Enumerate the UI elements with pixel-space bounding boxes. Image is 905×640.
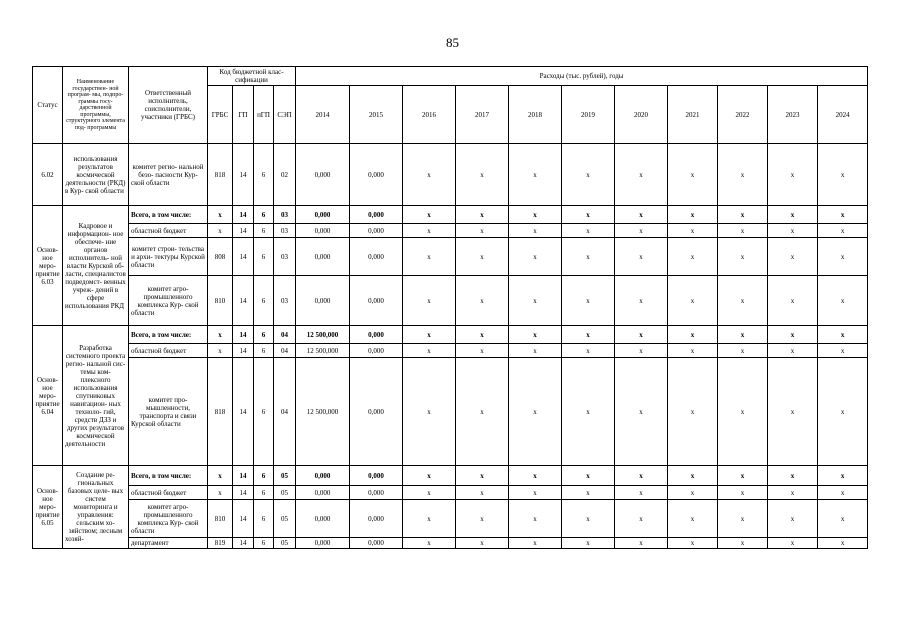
header-name: Наименование государствен- ной програм- мы, подпро- граммы госу- дарственной программы, структурного элемента под- программы [63, 67, 129, 144]
name-cell: использования результатов космической деятельности (РКД) в Кур- ской области [63, 144, 129, 206]
expense-cell: x [668, 466, 718, 486]
table-row [33, 144, 868, 206]
responsible-cell: комитет про- мышленности, транспорта и связи Курской области [129, 358, 208, 466]
code-cell: 14 [233, 538, 254, 549]
table-body [33, 144, 868, 549]
responsible-cell: областной бюджет [129, 224, 208, 238]
expense-cell: x [403, 344, 456, 358]
responsible-cell: департамент [129, 538, 208, 549]
expense-cell: 0,000 [296, 224, 350, 238]
code-cell: x [208, 326, 233, 344]
expense-cell: x [818, 144, 868, 206]
expense-cell: x [668, 238, 718, 276]
expense-cell: x [509, 238, 562, 276]
expense-cell: x [456, 206, 509, 224]
expense-cell: x [718, 538, 768, 549]
expense-cell: 0,000 [350, 144, 403, 206]
expense-cell: x [562, 358, 615, 466]
header-year: 2019 [562, 86, 615, 144]
code-cell: 6 [254, 486, 274, 500]
expense-cell: x [818, 486, 868, 500]
expense-cell: x [403, 358, 456, 466]
expense-cell: x [456, 486, 509, 500]
responsible-cell: Всего, в том числе: [129, 206, 208, 224]
table-row [33, 538, 868, 549]
expense-cell: 0,000 [350, 466, 403, 486]
expense-cell: x [403, 206, 456, 224]
expense-cell: 0,000 [296, 276, 350, 326]
expense-cell: x [562, 144, 615, 206]
expense-cell: x [403, 500, 456, 538]
code-cell: 04 [274, 344, 296, 358]
code-cell: 6 [254, 344, 274, 358]
expense-cell: 0,000 [296, 144, 350, 206]
code-cell: 04 [274, 358, 296, 466]
header-year: 2016 [403, 86, 456, 144]
expense-cell: 0,000 [296, 206, 350, 224]
code-cell: 6 [254, 326, 274, 344]
expense-cell: x [818, 500, 868, 538]
expense-cell: x [818, 326, 868, 344]
expense-cell: x [562, 538, 615, 549]
expense-cell: x [509, 224, 562, 238]
expense-cell: x [509, 326, 562, 344]
code-cell: 14 [233, 466, 254, 486]
code-cell: 05 [274, 500, 296, 538]
expense-cell: x [456, 344, 509, 358]
expense-cell: x [668, 500, 718, 538]
table-row [33, 466, 868, 486]
expense-cell: x [562, 486, 615, 500]
expense-cell: 0,000 [296, 486, 350, 500]
expense-cell: x [668, 358, 718, 466]
code-cell: 6 [254, 358, 274, 466]
expense-cell: x [509, 344, 562, 358]
budget-table [32, 66, 868, 549]
expense-cell: x [718, 206, 768, 224]
expense-cell: x [615, 466, 668, 486]
header-year: 2024 [818, 86, 868, 144]
expense-cell: x [403, 238, 456, 276]
header-status: Статус [33, 67, 63, 144]
header-year: 2015 [350, 86, 403, 144]
expense-cell: 0,000 [350, 326, 403, 344]
expense-cell: x [668, 206, 718, 224]
header-gp: ГП [233, 86, 254, 144]
expense-cell: x [456, 144, 509, 206]
expense-cell: x [509, 144, 562, 206]
code-cell: 14 [233, 486, 254, 500]
expense-cell: x [403, 538, 456, 549]
expense-cell: x [768, 238, 818, 276]
expense-cell: x [403, 486, 456, 500]
expense-cell: 0,000 [350, 486, 403, 500]
expense-cell: x [818, 238, 868, 276]
code-cell: x [208, 206, 233, 224]
code-cell: 02 [274, 144, 296, 206]
code-cell: x [208, 224, 233, 238]
code-cell: 818 [208, 358, 233, 466]
page-number: 85 [446, 35, 459, 50]
header-year: 2017 [456, 86, 509, 144]
code-cell: 14 [233, 238, 254, 276]
expense-cell: x [615, 276, 668, 326]
code-cell: 818 [208, 144, 233, 206]
status-cell: Основ- ное меро- приятие 6.03 [33, 206, 63, 326]
code-cell: 14 [233, 206, 254, 224]
expense-cell: x [718, 358, 768, 466]
expense-cell: x [668, 224, 718, 238]
header-pgp: пГП [254, 86, 274, 144]
responsible-cell: комитет регио- нальной безо- пасности Кур- ской области [129, 144, 208, 206]
header-grbs: ГРБС [208, 86, 233, 144]
table-row [33, 358, 868, 466]
header-expenses-group: Расходы (тыс. рублей), годы [296, 67, 868, 86]
expense-cell: x [718, 144, 768, 206]
expense-cell: x [562, 238, 615, 276]
expense-cell: x [456, 326, 509, 344]
code-cell: 14 [233, 224, 254, 238]
table-row [33, 344, 868, 358]
table-row [33, 224, 868, 238]
expense-cell: 0,000 [296, 538, 350, 549]
expense-cell: x [456, 466, 509, 486]
code-cell: x [208, 466, 233, 486]
status-cell: Основ- ное меро- приятие 6.04 [33, 326, 63, 466]
expense-cell: x [818, 358, 868, 466]
expense-cell: 0,000 [296, 238, 350, 276]
header-year: 2020 [615, 86, 668, 144]
expense-cell: x [509, 358, 562, 466]
expense-cell: x [403, 144, 456, 206]
expense-cell: x [562, 500, 615, 538]
expense-cell: 0,000 [296, 466, 350, 486]
code-cell: 03 [274, 238, 296, 276]
expense-cell: x [615, 344, 668, 358]
expense-cell: x [509, 466, 562, 486]
expense-cell: x [768, 538, 818, 549]
expense-cell: x [668, 344, 718, 358]
expense-cell: x [509, 486, 562, 500]
table-row [33, 326, 868, 344]
table-row [33, 276, 868, 326]
expense-cell: x [718, 224, 768, 238]
header-code-group: Код бюджетной клас- сификации [208, 67, 296, 86]
expense-cell: x [768, 206, 818, 224]
code-cell: 03 [274, 224, 296, 238]
expense-cell: x [403, 326, 456, 344]
expense-cell: x [403, 224, 456, 238]
expense-cell: x [562, 466, 615, 486]
expense-cell: 0,000 [350, 276, 403, 326]
responsible-cell: областной бюджет [129, 344, 208, 358]
expense-cell: x [615, 238, 668, 276]
expense-cell: x [562, 276, 615, 326]
expense-cell: x [768, 486, 818, 500]
code-cell: 14 [233, 144, 254, 206]
code-cell: 04 [274, 326, 296, 344]
code-cell: 6 [254, 206, 274, 224]
status-cell: 6.02 [33, 144, 63, 206]
expense-cell: 12 500,000 [296, 326, 350, 344]
code-cell: 14 [233, 276, 254, 326]
expense-cell: x [562, 206, 615, 224]
expense-cell: x [456, 358, 509, 466]
expense-cell: x [818, 224, 868, 238]
expense-cell: x [615, 538, 668, 549]
expense-cell: x [718, 344, 768, 358]
expense-cell: x [456, 538, 509, 549]
expense-cell: x [509, 276, 562, 326]
expense-cell: 0,000 [350, 538, 403, 549]
expense-cell: 0,000 [350, 206, 403, 224]
code-cell: 14 [233, 326, 254, 344]
expense-cell: 0,000 [350, 500, 403, 538]
expense-cell: x [456, 238, 509, 276]
code-cell: x [208, 344, 233, 358]
code-cell: 6 [254, 500, 274, 538]
code-cell: 808 [208, 238, 233, 276]
header-sep: СЭП [274, 86, 296, 144]
code-cell: 6 [254, 238, 274, 276]
expense-cell: x [456, 224, 509, 238]
name-cell: Создание ре- гиональных базовых целе- вых систем мониторинга и управления: сельским хо- зяйством; лесным хозяй- [63, 466, 129, 549]
code-cell: 810 [208, 276, 233, 326]
name-cell: Кадровое и информацион- ное обеспече- ние органов исполнитель- ной власти Курской об- ласти, специалистов подведомст- венных учреж- дений в сфере использования РКД [63, 206, 129, 326]
expense-cell: x [768, 224, 818, 238]
expense-cell: 12 500,000 [296, 344, 350, 358]
expense-cell: x [768, 344, 818, 358]
code-cell: 6 [254, 224, 274, 238]
expense-cell: x [509, 206, 562, 224]
table-row [33, 500, 868, 538]
expense-cell: x [768, 358, 818, 466]
code-cell: 14 [233, 344, 254, 358]
expense-cell: x [562, 224, 615, 238]
code-cell: 05 [274, 486, 296, 500]
expense-cell: x [668, 144, 718, 206]
expense-cell: 0,000 [350, 344, 403, 358]
code-cell: 03 [274, 206, 296, 224]
expense-cell: x [615, 486, 668, 500]
expense-cell: x [818, 276, 868, 326]
expense-cell: x [456, 500, 509, 538]
expense-cell: x [718, 238, 768, 276]
expense-cell: 0,000 [296, 500, 350, 538]
code-cell: 819 [208, 538, 233, 549]
name-cell: Разработка системного проекта регио- нальной сис- темы ком- плексного использования спутниковых навигацион- ных техноло- гий, средств ДЗЗ и других результатов космической деятельности [63, 326, 129, 466]
expense-cell: x [768, 466, 818, 486]
expense-cell: x [818, 538, 868, 549]
expense-cell: x [768, 276, 818, 326]
code-cell: x [208, 486, 233, 500]
code-cell: 03 [274, 276, 296, 326]
expense-cell: x [818, 466, 868, 486]
table-row [33, 206, 868, 224]
header-year: 2018 [509, 86, 562, 144]
expense-cell: 0,000 [350, 224, 403, 238]
responsible-cell: Всего, в том числе: [129, 326, 208, 344]
expense-cell: x [615, 326, 668, 344]
expense-cell: 0,000 [350, 238, 403, 276]
code-cell: 14 [233, 358, 254, 466]
expense-cell: x [562, 326, 615, 344]
expense-cell: x [668, 276, 718, 326]
header-responsible: Ответственный исполнитель, соисполнители, участники (ГРБС) [129, 67, 208, 144]
header-year: 2023 [768, 86, 818, 144]
header-year: 2022 [718, 86, 768, 144]
expense-cell: x [718, 276, 768, 326]
responsible-cell: Всего, в том числе: [129, 466, 208, 486]
expense-cell: x [768, 144, 818, 206]
responsible-cell: комитет агро- промышленного комплекса Кур- ской области [129, 276, 208, 326]
expense-cell: x [615, 224, 668, 238]
expense-cell: x [615, 358, 668, 466]
responsible-cell: комитет агро- промышленного комплекса Кур- ской области [129, 500, 208, 538]
expense-cell: x [615, 144, 668, 206]
expense-cell: x [818, 206, 868, 224]
expense-cell: x [562, 344, 615, 358]
code-cell: 6 [254, 538, 274, 549]
expense-cell: 0,000 [350, 358, 403, 466]
code-cell: 05 [274, 538, 296, 549]
expense-cell: x [403, 276, 456, 326]
code-cell: 6 [254, 276, 274, 326]
expense-cell: x [668, 538, 718, 549]
code-cell: 6 [254, 144, 274, 206]
table-row [33, 238, 868, 276]
expense-cell: x [668, 326, 718, 344]
expense-cell: x [668, 486, 718, 500]
expense-cell: x [718, 486, 768, 500]
expense-cell: x [718, 466, 768, 486]
table-row [33, 486, 868, 500]
expense-cell: x [718, 326, 768, 344]
expense-cell: x [615, 206, 668, 224]
code-cell: 810 [208, 500, 233, 538]
expense-cell: 12 500,000 [296, 358, 350, 466]
expense-cell: x [615, 500, 668, 538]
code-cell: 05 [274, 466, 296, 486]
header-year: 2014 [296, 86, 350, 144]
header-year: 2021 [668, 86, 718, 144]
expense-cell: x [456, 276, 509, 326]
expense-cell: x [718, 500, 768, 538]
expense-cell: x [818, 344, 868, 358]
expense-cell: x [768, 500, 818, 538]
responsible-cell: областной бюджет [129, 486, 208, 500]
status-cell: Основ- ное меро- приятие 6.05 [33, 466, 63, 549]
expense-cell: x [509, 538, 562, 549]
code-cell: 6 [254, 466, 274, 486]
code-cell: 14 [233, 500, 254, 538]
responsible-cell: комитет строи- тельства и архи- тектуры Курской области [129, 238, 208, 276]
expense-cell: x [509, 500, 562, 538]
expense-cell: x [768, 326, 818, 344]
expense-cell: x [403, 466, 456, 486]
